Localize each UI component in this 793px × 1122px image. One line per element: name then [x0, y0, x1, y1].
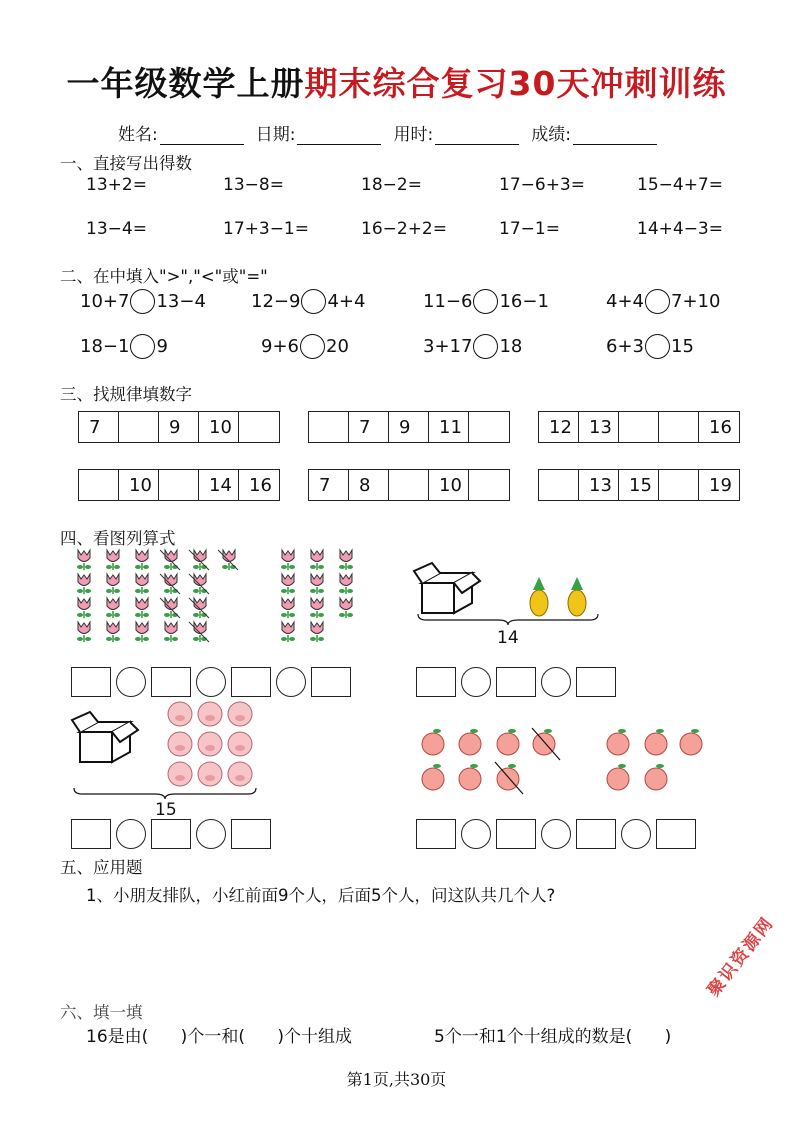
cmp-right: 4+4 — [327, 291, 366, 312]
number-sequence — [78, 469, 280, 501]
seq-cell[interactable]: 10 — [199, 412, 239, 442]
cmp-right: 15 — [671, 336, 694, 357]
operator-circle[interactable] — [621, 819, 651, 849]
date-blank[interactable] — [297, 127, 381, 145]
operator-circle[interactable] — [116, 667, 146, 697]
seq-cell[interactable]: 9 — [389, 412, 429, 442]
seq-cell[interactable] — [469, 470, 509, 500]
seq-cell[interactable] — [79, 470, 119, 500]
number-sequence — [308, 411, 510, 443]
answer-box[interactable] — [656, 819, 696, 849]
operator-circle[interactable] — [196, 667, 226, 697]
equation: 13−8= — [223, 175, 284, 195]
comparison-item — [606, 334, 694, 359]
compare-circle[interactable] — [300, 334, 325, 359]
operator-circle[interactable] — [196, 819, 226, 849]
total-label-14: 14 — [497, 628, 519, 648]
watermark: 聚识资源网 — [703, 913, 779, 1001]
equation: 17−1= — [499, 219, 560, 239]
total-label-15: 15 — [155, 800, 177, 820]
seq-cell[interactable]: 10 — [119, 470, 159, 500]
operator-circle[interactable] — [541, 667, 571, 697]
score-blank[interactable] — [573, 127, 657, 145]
answer-box[interactable] — [416, 819, 456, 849]
fill-question-1: 16是由( )个一和( )个十组成 — [86, 1027, 353, 1047]
answer-box[interactable] — [151, 667, 191, 697]
seq-cell[interactable]: 13 — [579, 470, 619, 500]
answer-box[interactable] — [71, 667, 111, 697]
equation: 13+2= — [86, 175, 147, 195]
date-field[interactable] — [256, 120, 382, 145]
name-field[interactable] — [118, 120, 244, 145]
word-problem: 1、小朋友排队，小红前面9个人，后面5个人，问这队共几个人? — [86, 886, 556, 905]
compare-circle[interactable] — [473, 334, 498, 359]
number-sequence — [308, 469, 510, 501]
section-4-heading: 四、看图列算式 — [60, 529, 176, 548]
operator-circle[interactable] — [541, 819, 571, 849]
answer-row — [71, 667, 352, 697]
section-6-heading: 六、填一填 — [60, 1003, 143, 1022]
comparison-item — [423, 334, 522, 359]
seq-cell[interactable]: 12 — [539, 412, 579, 442]
seq-cell[interactable] — [659, 470, 699, 500]
comparison-item — [251, 289, 365, 314]
seq-cell[interactable]: 10 — [429, 470, 469, 500]
answer-row — [416, 819, 697, 849]
equation: 18−2= — [361, 175, 422, 195]
cmp-left: 11−6 — [423, 291, 473, 312]
equation: 17−6+3= — [499, 175, 585, 195]
answer-box[interactable] — [576, 819, 616, 849]
compare-circle[interactable] — [130, 289, 155, 314]
comparison-item — [606, 289, 720, 314]
answer-box[interactable] — [151, 819, 191, 849]
answer-box[interactable] — [496, 667, 536, 697]
answer-box[interactable] — [496, 819, 536, 849]
seq-cell[interactable]: 7 — [309, 470, 349, 500]
cmp-right: 9 — [156, 336, 168, 357]
score-field[interactable] — [531, 120, 657, 145]
brace-line — [72, 786, 258, 800]
compare-circle[interactable] — [645, 289, 670, 314]
cmp-left: 6+3 — [606, 336, 644, 357]
comparison-item — [80, 289, 206, 314]
answer-box[interactable] — [231, 819, 271, 849]
seq-cell[interactable]: 16 — [249, 474, 272, 496]
box-pig-image — [68, 700, 268, 800]
cmp-left: 12−9 — [251, 291, 301, 312]
section-3-heading: 三、找规律填数字 — [60, 385, 192, 404]
seq-cell[interactable]: 11 — [429, 412, 469, 442]
score-label: 成绩: — [531, 125, 571, 145]
cmp-right: 7+10 — [671, 291, 721, 312]
seq-cell[interactable] — [159, 470, 199, 500]
seq-cell[interactable]: 7 — [349, 412, 389, 442]
number-sequence — [538, 469, 740, 501]
equation: 15−4+7= — [637, 175, 723, 195]
seq-cell[interactable]: 7 — [79, 412, 119, 442]
time-blank[interactable] — [435, 127, 519, 145]
seq-cell[interactable]: 13 — [579, 412, 619, 442]
tulip-flowers-image — [70, 545, 370, 645]
equation: 17+3−1= — [223, 219, 309, 239]
peach-fruit-image — [415, 720, 715, 800]
seq-cell[interactable]: 16 — [709, 416, 732, 438]
cmp-left: 10+7 — [80, 291, 130, 312]
cmp-left: 4+4 — [606, 291, 644, 312]
seq-cell[interactable] — [119, 412, 159, 442]
equation: 13−4= — [86, 219, 147, 239]
answer-box[interactable] — [416, 667, 456, 697]
page-footer: 第1页,共30页 — [346, 1070, 447, 1089]
compare-circle[interactable] — [473, 289, 498, 314]
cmp-right: 18 — [499, 336, 523, 357]
compare-circle[interactable] — [130, 334, 155, 359]
cmp-left: 3+17 — [423, 336, 473, 357]
seq-cell[interactable]: 9 — [159, 412, 199, 442]
name-label: 姓名: — [118, 125, 158, 145]
comparison-item — [261, 334, 349, 359]
cmp-right: 20 — [326, 336, 349, 357]
section-1-heading: 一、直接写出得数 — [60, 154, 192, 173]
seq-cell[interactable] — [389, 470, 429, 500]
cmp-left: 18−1 — [80, 336, 130, 357]
operator-circle[interactable] — [461, 819, 491, 849]
seq-cell[interactable]: 8 — [349, 470, 389, 500]
cmp-right: 13−4 — [156, 291, 206, 312]
time-label: 用时: — [393, 125, 434, 145]
operator-circle[interactable] — [116, 819, 146, 849]
section-2-heading: 二、在中填入">","<"或"=" — [60, 267, 268, 286]
time-field[interactable] — [393, 120, 519, 145]
answer-box[interactable] — [71, 819, 111, 849]
answer-row — [71, 819, 272, 849]
number-sequence — [78, 411, 280, 443]
seq-cell[interactable] — [309, 412, 349, 442]
operator-circle[interactable] — [276, 667, 306, 697]
equation: 16−2+2= — [361, 219, 447, 239]
seq-cell[interactable] — [619, 412, 659, 442]
page-title — [0, 58, 793, 105]
title-red: 期末综合复习30天冲刺训练 — [304, 64, 727, 103]
compare-circle[interactable] — [645, 334, 670, 359]
cmp-left: 9+6 — [261, 336, 299, 357]
seq-cell[interactable]: 19 — [709, 474, 732, 496]
seq-cell[interactable] — [469, 412, 509, 442]
comparison-item — [80, 334, 168, 359]
seq-cell[interactable] — [539, 470, 579, 500]
seq-cell[interactable]: 14 — [199, 470, 239, 500]
seq-cell[interactable] — [659, 412, 699, 442]
brace-line — [416, 612, 600, 626]
date-label: 日期: — [255, 125, 296, 145]
operator-circle[interactable] — [461, 667, 491, 697]
compare-circle[interactable] — [301, 289, 326, 314]
answer-box[interactable] — [576, 667, 616, 697]
student-info-row — [118, 120, 669, 145]
seq-cell[interactable] — [239, 412, 279, 442]
number-sequence — [538, 411, 740, 443]
name-blank[interactable] — [160, 127, 244, 145]
section-5-heading: 五、应用题 — [60, 858, 143, 877]
answer-row — [416, 667, 617, 697]
seq-cell[interactable]: 15 — [619, 470, 659, 500]
cmp-right: 16−1 — [499, 291, 549, 312]
comparison-item — [423, 289, 549, 314]
answer-box[interactable] — [231, 667, 271, 697]
fill-question-2: 5个一和1个十组成的数是( ) — [434, 1027, 672, 1047]
answer-box[interactable] — [311, 667, 351, 697]
equation: 14+4−3= — [637, 219, 723, 239]
title-black: 一年级数学上册 — [66, 64, 305, 103]
